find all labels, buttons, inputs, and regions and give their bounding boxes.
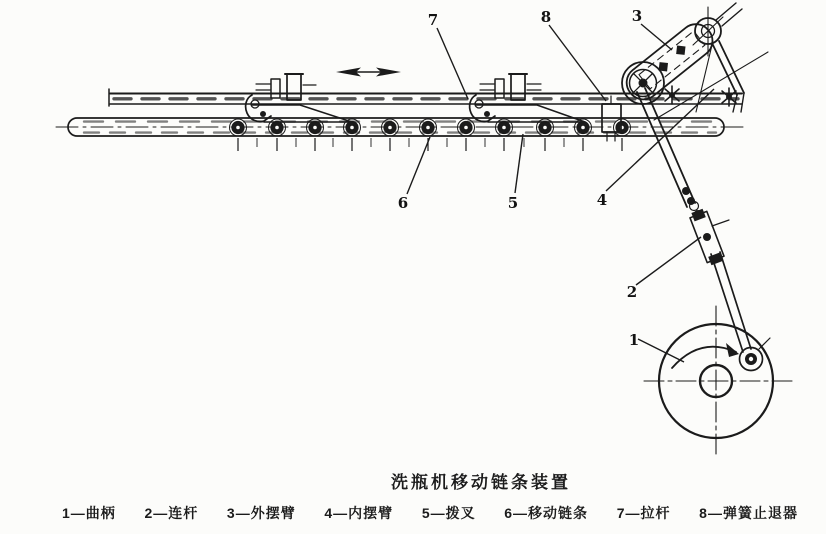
legend-item: 3—外摆臂: [226, 505, 296, 521]
callout-1: 1: [628, 331, 640, 349]
legend-item: 7—拉杆: [616, 505, 671, 521]
chain-roller: [614, 119, 631, 136]
figure-legend: [62, 503, 798, 523]
chain-roller: [230, 119, 247, 136]
rail-pin-joints: [665, 86, 736, 106]
pivot-pin: [693, 3, 742, 56]
moving-chain: [56, 118, 748, 136]
callout-8: 8: [540, 8, 552, 26]
chain-roller: [420, 119, 437, 136]
legend-item: 4—内摆臂: [324, 505, 394, 521]
chain-link-pins: [238, 138, 622, 151]
legend-item: 1—曲柄: [62, 505, 116, 521]
motion-arrow: [336, 68, 401, 77]
callout-7: 7: [427, 11, 439, 29]
callout-2: 2: [626, 283, 638, 301]
legend-item: 5—拨叉: [421, 505, 476, 521]
crank-pin: [740, 348, 763, 371]
legend-item: 8—弹簧止退器: [699, 505, 798, 521]
rotation-arrow: [672, 347, 736, 368]
figure-caption: 洗瓶机移动链条装置: [391, 473, 571, 492]
legend-item: 6—移动链条: [504, 505, 589, 521]
callout-6: 6: [397, 194, 409, 212]
callout-4: 4: [596, 191, 608, 209]
chain-roller: [382, 119, 399, 136]
crank-wheel: [644, 306, 792, 458]
callout-5: 5: [507, 194, 519, 212]
pin-joint: [665, 86, 679, 104]
chain-roller: [458, 119, 475, 136]
legend-item: 2—连杆: [144, 505, 199, 521]
callout-3: 3: [631, 7, 643, 25]
